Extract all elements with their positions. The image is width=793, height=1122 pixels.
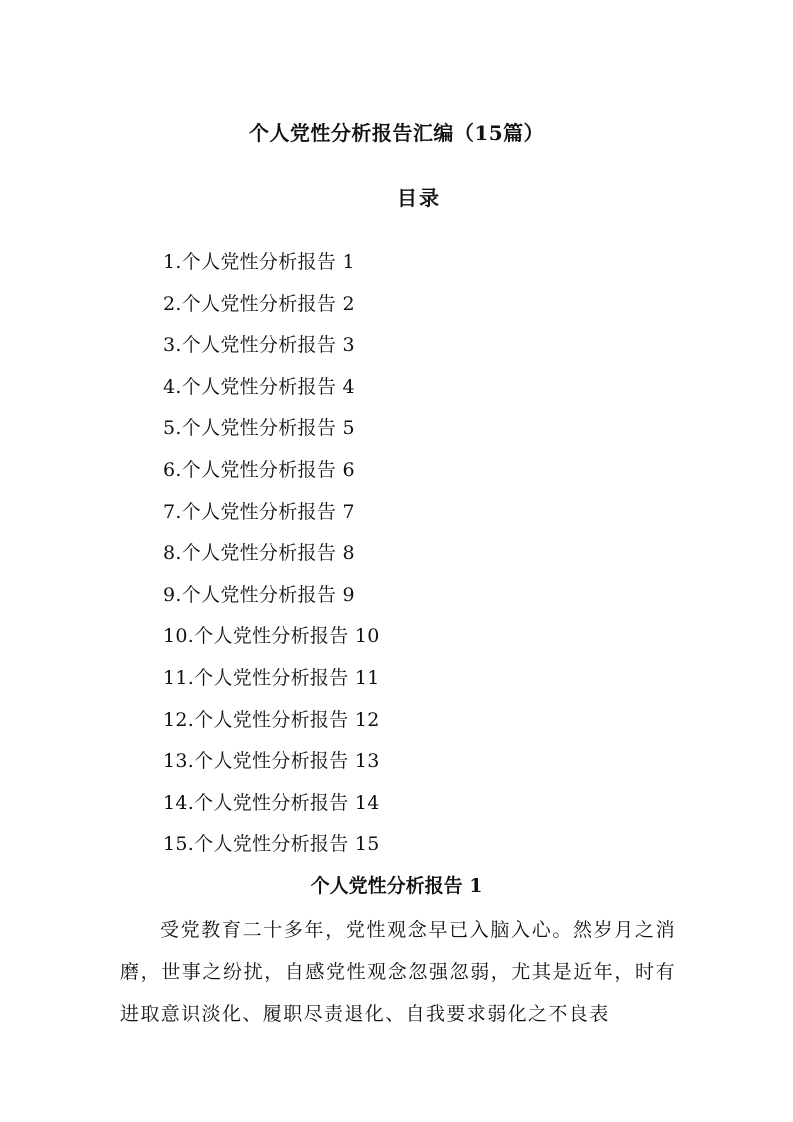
toc-item[interactable]: 7.个人党性分析报告 7 [163,500,355,523]
toc-heading: 目录 [397,186,441,210]
toc-item[interactable]: 11.个人党性分析报告 11 [163,666,380,689]
toc-item[interactable]: 1.个人党性分析报告 1 [163,251,355,273]
toc-item[interactable]: 14.个人党性分析报告 14 [163,791,380,814]
toc-item[interactable]: 13.个人党性分析报告 13 [163,750,380,773]
toc-item[interactable]: 4.个人党性分析报告 4 [163,375,355,398]
section-title: 个人党性分析报告 1 [310,875,483,897]
toc-item[interactable]: 6.个人党性分析报告 6 [163,458,355,481]
body-paragraph: 受党教育二十多年，党性观念早已入脑入心。然岁月之消磨，世事之纷扰，自感党性观念忽强忽弱，尤其是近年，时有进取意识淡化、履职尽责退化、自我要求弱化之不良表 [120,919,676,1025]
toc-item[interactable]: 12.个人党性分析报告 12 [163,708,380,731]
toc-item[interactable]: 10.个人党性分析报告 10 [163,625,380,648]
toc-item[interactable]: 8.个人党性分析报告 8 [163,542,355,565]
toc-item[interactable]: 3.个人党性分析报告 3 [163,334,355,357]
toc-item[interactable]: 15.个人党性分析报告 15 [163,833,380,856]
toc-item[interactable]: 5.个人党性分析报告 5 [163,417,355,440]
toc-item[interactable]: 9.个人党性分析报告 9 [163,583,355,606]
table-of-contents [163,247,380,871]
document-title: 个人党性分析报告汇编（15篇） [248,121,545,145]
toc-item[interactable]: 2.个人党性分析报告 2 [163,292,355,315]
